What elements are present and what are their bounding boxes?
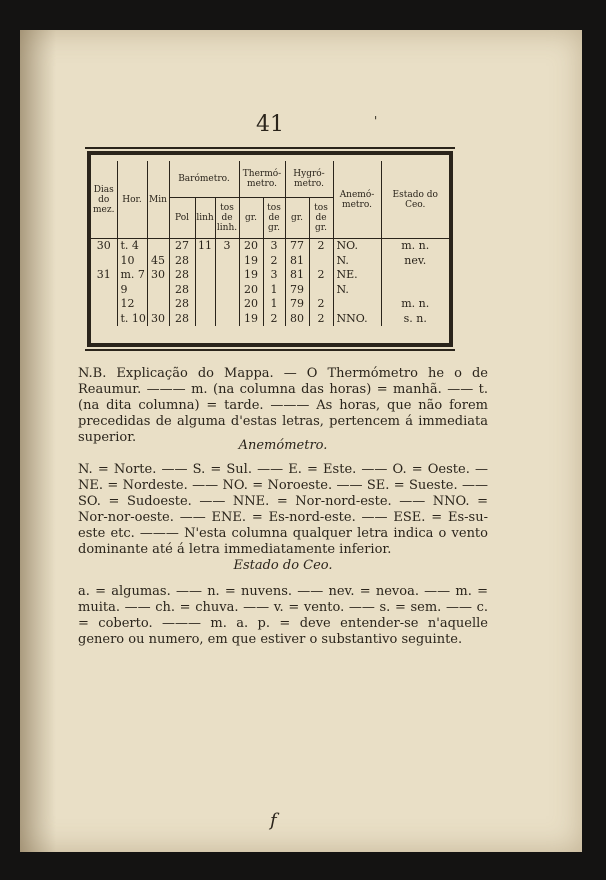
cell-anem bbox=[333, 297, 381, 312]
table-row bbox=[91, 254, 449, 269]
nb-note: N.B. Explicação do Mappa. — O Thermómetro he o de Reaumur. ——— m. (na columna das horas) = manhã. —— t. (na dita columna) = tarde. ——— As horas, que não forem precedidas de alguma d'estas letras, pertencem á immediata superior. bbox=[78, 366, 488, 445]
weather-table-frame bbox=[88, 152, 452, 346]
cell-ttos: 1 bbox=[263, 297, 285, 312]
book-page bbox=[20, 30, 582, 852]
cell-tgr: 20 bbox=[239, 239, 263, 254]
header-hygro-tos: tos de gr. bbox=[309, 198, 333, 239]
cell-hgr: 79 bbox=[285, 283, 309, 298]
cell-pol: 28 bbox=[169, 268, 195, 283]
cell-hor: 10 bbox=[117, 254, 147, 269]
cell-dia bbox=[91, 254, 117, 269]
cell-hor: m. 7 bbox=[117, 268, 147, 283]
cell-pol: 28 bbox=[169, 297, 195, 312]
table-row bbox=[91, 297, 449, 312]
estado-heading-wrap bbox=[78, 558, 488, 578]
cell-tos bbox=[215, 312, 239, 327]
cell-htos: 2 bbox=[309, 312, 333, 327]
header-anemometro: Anemó-metro. bbox=[333, 161, 381, 239]
cell-hor: 9 bbox=[117, 283, 147, 298]
anemometro-heading-wrap bbox=[78, 438, 488, 458]
cell-estado: nev. bbox=[381, 254, 449, 269]
cell-htos bbox=[309, 254, 333, 269]
weather-table bbox=[91, 161, 449, 326]
cell-hgr: 77 bbox=[285, 239, 309, 254]
signature-mark: f bbox=[270, 810, 277, 831]
cell-linh bbox=[195, 254, 215, 269]
cell-hgr: 81 bbox=[285, 254, 309, 269]
cell-tos: 3 bbox=[215, 239, 239, 254]
cell-pol: 28 bbox=[169, 312, 195, 327]
cell-htos bbox=[309, 283, 333, 298]
cell-estado: m. n. bbox=[381, 297, 449, 312]
anemometro-legend: N. = Norte. —— S. = Sul. —— E. = Este. —— O. = Oeste. — NE. = Nordeste. —— NO. = Noroeste. —— SE. = Sueste. —— SO. = Sudoeste. —— NNE. = Nor-nord-este. —— NNO. = Nor-nor-oeste. —— ENE. = Es-nord-este. —— ESE. = Es-su-este etc. ——— N'esta columna qualquer letra indica o vento dominante até á letra immediatamente inferior. bbox=[78, 462, 488, 557]
top-double-rule bbox=[85, 147, 455, 149]
cell-hor: t. 10 bbox=[117, 312, 147, 327]
cell-tgr: 20 bbox=[239, 297, 263, 312]
cell-dia bbox=[91, 297, 117, 312]
cell-tgr: 20 bbox=[239, 283, 263, 298]
header-linh: linh bbox=[195, 198, 215, 239]
table-row bbox=[91, 312, 449, 327]
cell-hor: 12 bbox=[117, 297, 147, 312]
cell-min bbox=[147, 283, 169, 298]
cell-hgr: 79 bbox=[285, 297, 309, 312]
cell-min bbox=[147, 297, 169, 312]
table-row bbox=[91, 268, 449, 283]
page-mark: ' bbox=[374, 114, 378, 128]
cell-estado: s. n. bbox=[381, 312, 449, 327]
cell-anem: NO. bbox=[333, 239, 381, 254]
cell-anem: N. bbox=[333, 254, 381, 269]
table-row bbox=[91, 239, 449, 254]
cell-linh bbox=[195, 297, 215, 312]
cell-tos bbox=[215, 297, 239, 312]
cell-estado bbox=[381, 268, 449, 283]
cell-tos bbox=[215, 254, 239, 269]
page-spine-shadow bbox=[20, 30, 56, 852]
cell-tgr: 19 bbox=[239, 268, 263, 283]
header-estado: Estado do Ceo. bbox=[381, 161, 449, 239]
weather-table-body bbox=[91, 239, 449, 327]
estado-title: Estado do Ceo. bbox=[233, 558, 333, 573]
header-thermo-tos: tos de gr. bbox=[263, 198, 285, 239]
cell-pol: 28 bbox=[169, 254, 195, 269]
cell-dia bbox=[91, 283, 117, 298]
cell-ttos: 3 bbox=[263, 239, 285, 254]
cell-min bbox=[147, 239, 169, 254]
cell-estado bbox=[381, 283, 449, 298]
cell-dia: 30 bbox=[96, 239, 111, 253]
anemometro-title: Anemómetro. bbox=[238, 438, 328, 453]
cell-tos bbox=[215, 268, 239, 283]
cell-min: 45 bbox=[147, 254, 169, 269]
bottom-double-rule bbox=[85, 349, 455, 351]
cell-ttos: 1 bbox=[263, 283, 285, 298]
cell-linh: 11 bbox=[195, 239, 215, 254]
cell-linh bbox=[195, 283, 215, 298]
cell-hgr: 81 bbox=[285, 268, 309, 283]
cell-hgr: 80 bbox=[285, 312, 309, 327]
cell-ttos: 2 bbox=[263, 312, 285, 327]
cell-anem: NNO. bbox=[333, 312, 381, 327]
cell-pol: 27 bbox=[169, 239, 195, 254]
header-barometro: Barómetro. bbox=[169, 161, 239, 198]
cell-estado: m. n. bbox=[381, 239, 449, 254]
cell-linh bbox=[195, 268, 215, 283]
table-row bbox=[91, 283, 449, 298]
estado-legend: a. = algumas. —— n. = nuvens. —— nev. = nevoa. —— m. = muita. —— ch. = chuva. —— v. = vento. —— s. = sem. —— c. = coberto. ——— m. a. p. = deve entender-se n'aquelle genero ou numero, em que estiver o substantivo seguinte. bbox=[78, 584, 488, 647]
cell-min: 30 bbox=[147, 268, 169, 283]
cell-pol: 28 bbox=[169, 283, 195, 298]
header-hygro-gr: gr. bbox=[285, 198, 309, 239]
cell-min: 30 bbox=[147, 312, 169, 327]
cell-htos: 2 bbox=[309, 268, 333, 283]
cell-ttos: 3 bbox=[263, 268, 285, 283]
header-pol: Pol bbox=[169, 198, 195, 239]
cell-htos: 2 bbox=[309, 239, 333, 254]
cell-anem: N. bbox=[333, 283, 381, 298]
cell-tgr: 19 bbox=[239, 254, 263, 269]
cell-dia: 31 bbox=[96, 268, 111, 282]
header-min: Min bbox=[147, 161, 169, 239]
cell-tgr: 19 bbox=[239, 312, 263, 327]
header-thermometro: Thermó-metro. bbox=[239, 161, 285, 198]
cell-ttos: 2 bbox=[263, 254, 285, 269]
cell-linh bbox=[195, 312, 215, 327]
cell-dia bbox=[91, 312, 117, 327]
header-tos-linh: tos de linh. bbox=[215, 198, 239, 239]
header-dias: Dias do mez. bbox=[91, 161, 117, 239]
header-hygrometro: Hygró-metro. bbox=[285, 161, 333, 198]
header-thermo-gr: gr. bbox=[239, 198, 263, 239]
header-hor: Hor. bbox=[117, 161, 147, 239]
cell-htos: 2 bbox=[309, 297, 333, 312]
cell-tos bbox=[215, 283, 239, 298]
cell-anem: NE. bbox=[333, 268, 381, 283]
cell-hor: t. 4 bbox=[117, 239, 147, 254]
page-number: 41 ' bbox=[256, 112, 378, 137]
